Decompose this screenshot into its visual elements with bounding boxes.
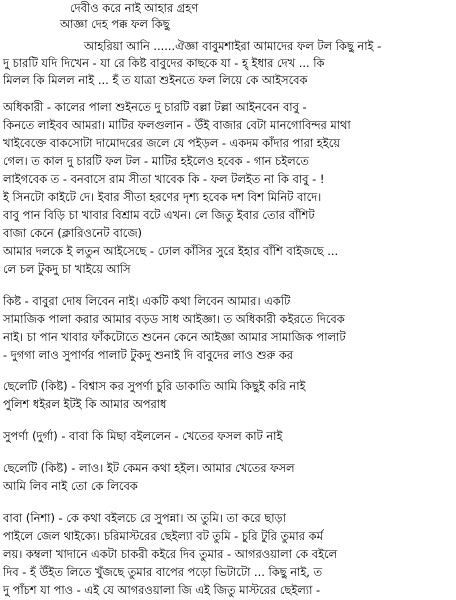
text-line: দেবীও করে নাই আহার গ্রহণ [70, 1, 199, 15]
text-line: কিষ্ট - বাবুরা দোষ লিবেন নাই। একটি কথা লিবেন আমার। একটি [3, 294, 291, 308]
text-line: আজ্ঞা দেহ পক্ক ফল কিছু [60, 17, 170, 31]
text-line: নাই। চা পান খাবার ফাঁকটোতে শুনেন কেনে আইজ্ঞা আমার সামাজিক পালাট [3, 330, 346, 344]
text-line: ই সিনটো কাইটে দে। ইবার সীতা হরণের দৃশ্য হবেক দশ বিশ মিনিট বাদে। [3, 190, 322, 204]
text-line: সামাজিক পালা করার আমার বড়ড সাধ আইজ্ঞা। ত অধিকারী কইরতে দিবেক [3, 312, 345, 326]
text-line: খাইবেক্তে বাকসোটা দামোদরের জলে যে পইড়ল - একদম কাঁদার পারা হইয়ে [3, 136, 340, 150]
text-line: বাবা (নিশা) - কে কথা বইলচে রে সুপন্না। অ তুমি। তা করে ছাড়া [3, 511, 286, 525]
text-line: আহরিয়া আনি ......ঐজ্ঞা বাবুমশাইরা আমাদের ফল টল কিছু নাই - [84, 39, 382, 53]
text-line: গেল। ত কাল দু চারটি ফল টল - মাটির হইলেও হবেক - গান চইলতে [3, 154, 309, 168]
text-line: বাজা কেনে (ক্লারিওনেট বাজে) [3, 226, 142, 240]
text-line: অধিকারী - কালের পালা শুইনতে দু চারটি বল্লা টল্লা আইনবেন বাবু - [3, 100, 307, 114]
text-line: দু চারটি যদি দিখেন - যা রে কিষ্ট বাবুদের কাছকে যা - হ্ ইধার দেখ ... কি [3, 56, 325, 70]
text-line: দু পাঁচশ যা পাও - এই যে আগরওয়ালা জি এই জিতু মাস্টরের ছেইল্যা - [3, 583, 321, 597]
text-line: লাইগবেক ত - বনবাসে রাম সীতা খাবেক কি - ফল টলইত না কি বাবু - ! [3, 172, 325, 186]
text-line: পাইলে জেল থাইক্যে। চরিমাস্টরের ছেইল্যা বট তুমি - চুরি টুরি তুমার কর্ম [3, 529, 323, 543]
text-line: আমি লিব নাই তো কে লিবেক [3, 479, 138, 493]
text-line: লয়। কম্বলা খাদানে একটা চাকরী কইরে দিব তুমার - আগরওয়ালা কে বইলে [3, 547, 338, 561]
text-line: - দুগগা লাও সুপার্ণর পালাট টুকদু শুনাই দি বাবুদের লাও শুরু কর [3, 348, 294, 362]
text-line: সুপর্ণা (দুর্গা) - বাবা কি মিছা বইললেন - খেতের ফসল কাট নাই [3, 429, 283, 443]
text-line: মিলল কি মিলল নাই ... হঁ ত যাত্রা শুইনতে ফল লিয়ে কে আইসবেক [3, 73, 308, 87]
text-line: বাবু পান বিড়ি চা খাবার বিশ্রাম বটে এখন। লে জিতু ইবার তোর বাঁশিট [3, 208, 315, 222]
text-line: কিনতে লাইবব আমরা। মাটির ফলগুলান - উঁই বাজার বেটা মানগোবিন্দর মাথা [3, 118, 351, 132]
text-line: পুলিশ ধইরল ইটই কি আমার অপরাধ [3, 397, 167, 411]
text-line: লে চল টুকদু চা খাইয়ে আসি [3, 262, 131, 276]
text-line: আমার দলকে ই লতুন আইসেছে - ঢোল কাঁসির সুরে ইহার বাঁশি বাইজছে ... [3, 244, 339, 258]
text-line: ছেলেটি (কিষ্ট) - বিশ্বাস কর সুপর্ণা চুরি ডাকাতি আমি কিছুই করি নাই [3, 379, 306, 393]
text-line: দিব - হঁ উঁইত লিতে খুঁজছে তুমার বাপের পড়ো ভিটাটো ... কিছু নাই, ত [3, 565, 323, 579]
text-line: ছেলেটি (কিষ্ট) - লাও। ইট কেমন কথা হইল। আমার খেতের ফসল [3, 461, 295, 475]
